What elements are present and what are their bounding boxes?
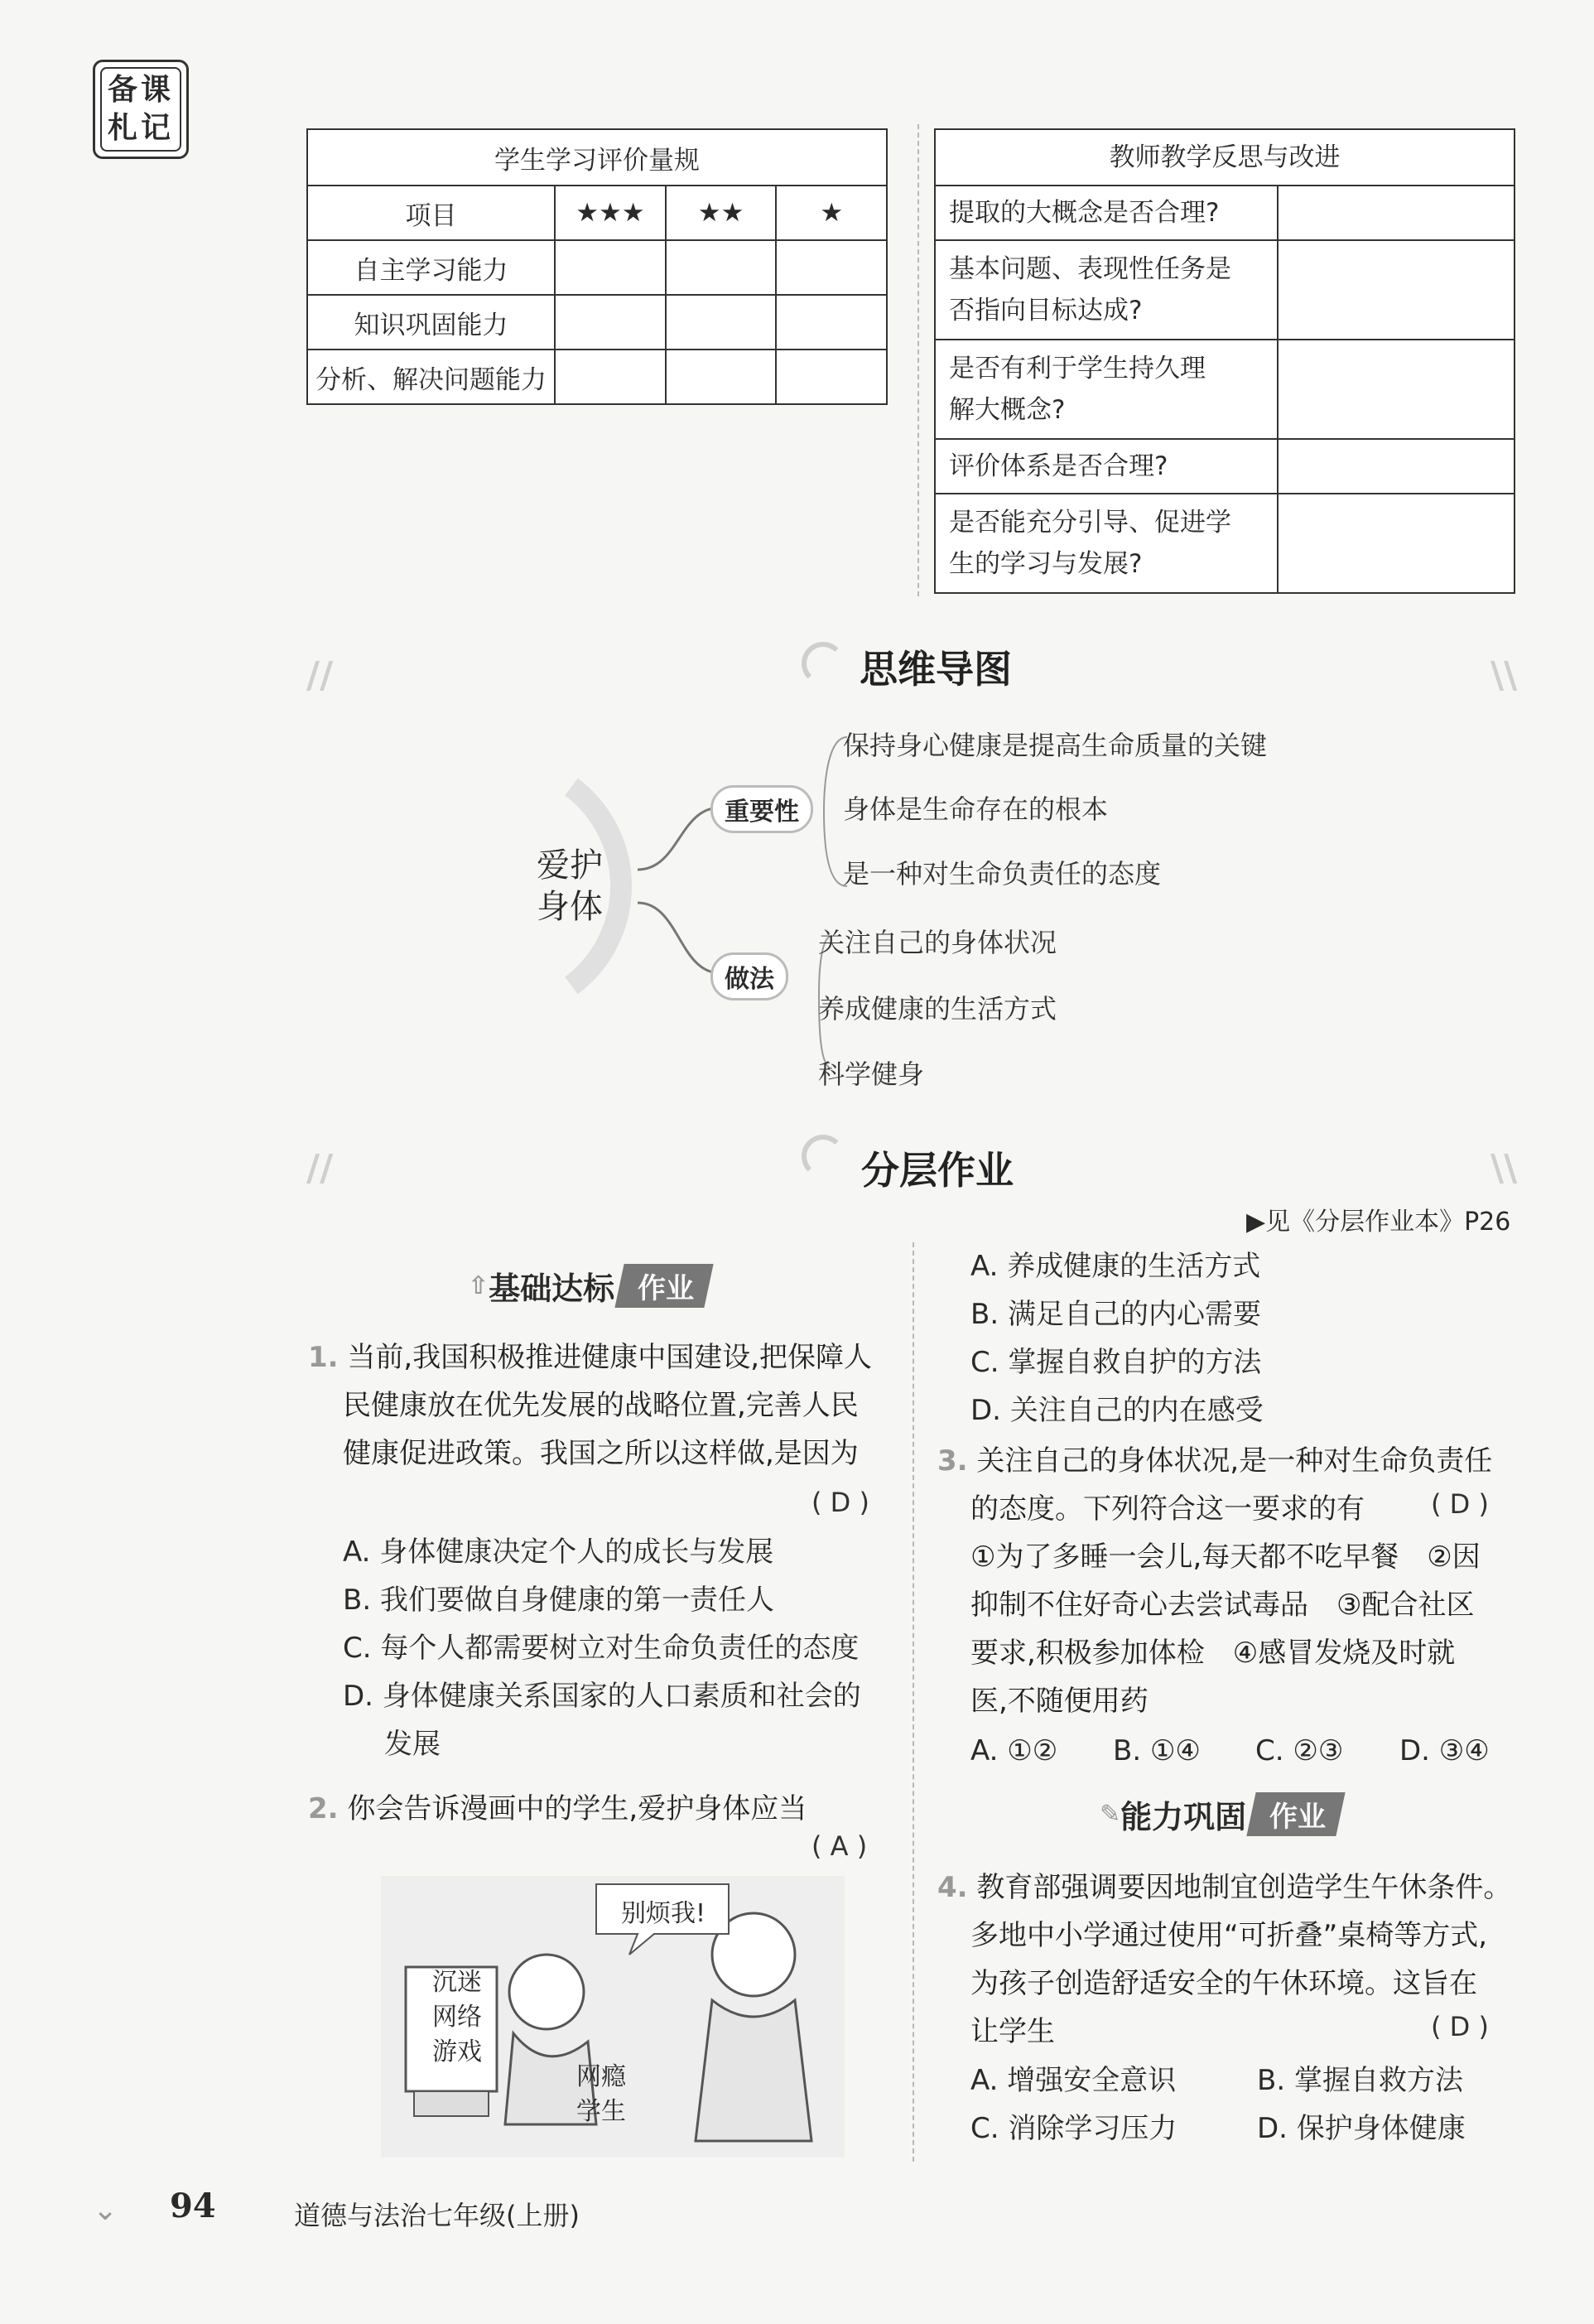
- arrow-up-icon: ⇧: [468, 1271, 489, 1300]
- question-1-option: C. 每个人都需要树立对生命负责任的态度: [343, 1632, 860, 1665]
- evaluation-table-title: 学生学习评价量规: [307, 129, 887, 186]
- decor-slash-left: //: [306, 654, 334, 697]
- question-3-answer: ( D ): [1431, 1488, 1489, 1520]
- eval-header-item: 项目: [307, 186, 555, 240]
- reflection-table: [934, 128, 1515, 594]
- homework-tag: 作业: [1247, 1792, 1346, 1836]
- pencil-icon: ✎: [1100, 1800, 1121, 1829]
- section-mark-icon: [802, 642, 845, 685]
- question-1-option: B. 我们要做自身健康的第一责任人: [343, 1584, 774, 1617]
- decor-slash-right: \\: [1490, 1147, 1518, 1189]
- eval-header-2star: ★★: [666, 186, 777, 240]
- cartoon-screen-text: 沉迷 网络 游戏: [432, 1968, 482, 2066]
- homework-reference: ▶见《分层作业本》P26: [1246, 1208, 1511, 1237]
- top-divider: [917, 124, 919, 596]
- reflection-row: 是否能充分引导、促进学 生的学习与发展?: [935, 494, 1278, 593]
- corner-stamp: [93, 60, 189, 159]
- question-1-option: D. 身体健康关系国家的人口素质和社会的: [343, 1680, 861, 1713]
- cartoon-student-label: 网瘾 学生: [576, 2062, 626, 2126]
- column-divider: [913, 1242, 914, 2162]
- play-arrow-icon: ▶: [1246, 1208, 1266, 1237]
- question-4-answer: ( D ): [1431, 2011, 1489, 2042]
- question-2: 2. 你会告诉漫画中的学生,爱护身体应当: [308, 1792, 807, 1825]
- question-1: 1. 当前,我国积极推进健康中国建设,把保障人 民健康放在优先发展的战略位置,完善人民 健康促进政策。我国之所以这样做,是因为: [308, 1341, 873, 1470]
- reflection-row: 评价体系是否合理?: [935, 439, 1278, 494]
- cartoon-speech-text: 别烦我!: [621, 1899, 706, 1928]
- importance-item: 身体是生命存在的根本: [843, 793, 1109, 825]
- question-2-answer: ( A ): [811, 1830, 868, 1862]
- page-number: 94: [170, 2187, 216, 2225]
- stamp-line-1: 备课: [107, 73, 174, 107]
- footer-ornament-icon: ⌄: [93, 2193, 118, 2227]
- decor-slash-right: \\: [1490, 654, 1518, 697]
- connector-method: [638, 903, 720, 973]
- reflection-table-title: 教师教学反思与改进: [935, 129, 1515, 186]
- eval-row-label: 知识巩固能力: [307, 295, 555, 350]
- question-1-option: A. 身体健康决定个人的成长与发展: [343, 1536, 774, 1569]
- question-3-option: A. ①②: [970, 1734, 1058, 1767]
- ability-level-heading: ✎ 能力巩固 作业: [1100, 1791, 1341, 1837]
- question-3-option: C. ②③: [1255, 1734, 1344, 1767]
- question-4-option: C. 消除学习压力: [970, 2112, 1177, 2145]
- mindmap-method-node: 做法: [710, 952, 788, 1000]
- question-2-option: D. 关注自己的内在感受: [970, 1394, 1264, 1427]
- question-4-option: D. 保护身体健康: [1257, 2112, 1466, 2145]
- question-3-option: B. ①④: [1113, 1734, 1201, 1767]
- homework-tag: 作业: [615, 1264, 714, 1308]
- question-3: 3. 关注自己的身体状况,是一种对生命负责任 的态度。下列符合这一要求的有 ①为了多睡一会儿,每天都不吃早餐 ②因 抑制不住好奇心去尝试毒品 ③配合社区 要求,积极参加体检 ④感冒发烧及时就 医,不随便用药: [937, 1444, 1493, 1718]
- question-4-option: B. 掌握自救方法: [1257, 2064, 1463, 2097]
- mindmap-section-title: 思维导图: [860, 647, 1012, 692]
- question-4-option: A. 增强安全意识: [970, 2064, 1177, 2097]
- eval-header-3star: ★★★: [555, 186, 666, 240]
- basic-level-heading: ⇧ 基础达标 作业: [468, 1263, 709, 1309]
- book-title: 道德与法治七年级(上册): [294, 2200, 580, 2231]
- homework-section-title: 分层作业: [861, 1148, 1014, 1193]
- question-1-option-cont: 发展: [384, 1728, 441, 1761]
- method-item: 养成健康的生活方式: [818, 993, 1057, 1025]
- method-item: 科学健身: [818, 1058, 925, 1090]
- question-2-option: C. 掌握自救自护的方法: [970, 1346, 1262, 1379]
- question-2-option: A. 养成健康的生活方式: [970, 1250, 1261, 1283]
- reflection-row: 提取的大概念是否合理?: [935, 186, 1278, 240]
- question-3-option: D. ③④: [1399, 1734, 1490, 1767]
- mindmap-brackets: [816, 721, 849, 1085]
- method-item: 关注自己的身体状况: [818, 927, 1057, 958]
- mindmap-center: 爱护 身体: [537, 846, 603, 926]
- eval-header-1star: ★: [776, 186, 887, 240]
- reflection-row: 是否有利于学生持久理 解大概念?: [935, 340, 1278, 439]
- question-4: 4. 教育部强调要因地制宜创造学生午休条件。 多地中小学通过使用“可折叠”桌椅等方式, 为孩子创造舒适安全的午休环境。这旨在 让学生: [937, 1871, 1512, 2048]
- section-mark-icon: [802, 1135, 845, 1178]
- eval-row-label: 自主学习能力: [307, 240, 555, 295]
- importance-item: 是一种对生命负责任的态度: [843, 858, 1162, 890]
- question-2-option: B. 满足自己的内心需要: [970, 1298, 1261, 1331]
- importance-item: 保持身心健康是提高生命质量的关键: [843, 730, 1268, 761]
- mindmap-importance-node: 重要性: [710, 785, 813, 833]
- eval-row-label: 分析、解决问题能力: [307, 350, 555, 404]
- stamp-line-2: 札记: [107, 111, 174, 145]
- evaluation-table: [306, 128, 888, 405]
- connector-importance: [638, 808, 720, 870]
- question-1-answer: ( D ): [811, 1487, 869, 1518]
- reflection-row: 基本问题、表现性任务是 否指向目标达成?: [935, 240, 1278, 340]
- decor-slash-left: //: [306, 1147, 334, 1189]
- cartoon-image: [381, 1876, 845, 2158]
